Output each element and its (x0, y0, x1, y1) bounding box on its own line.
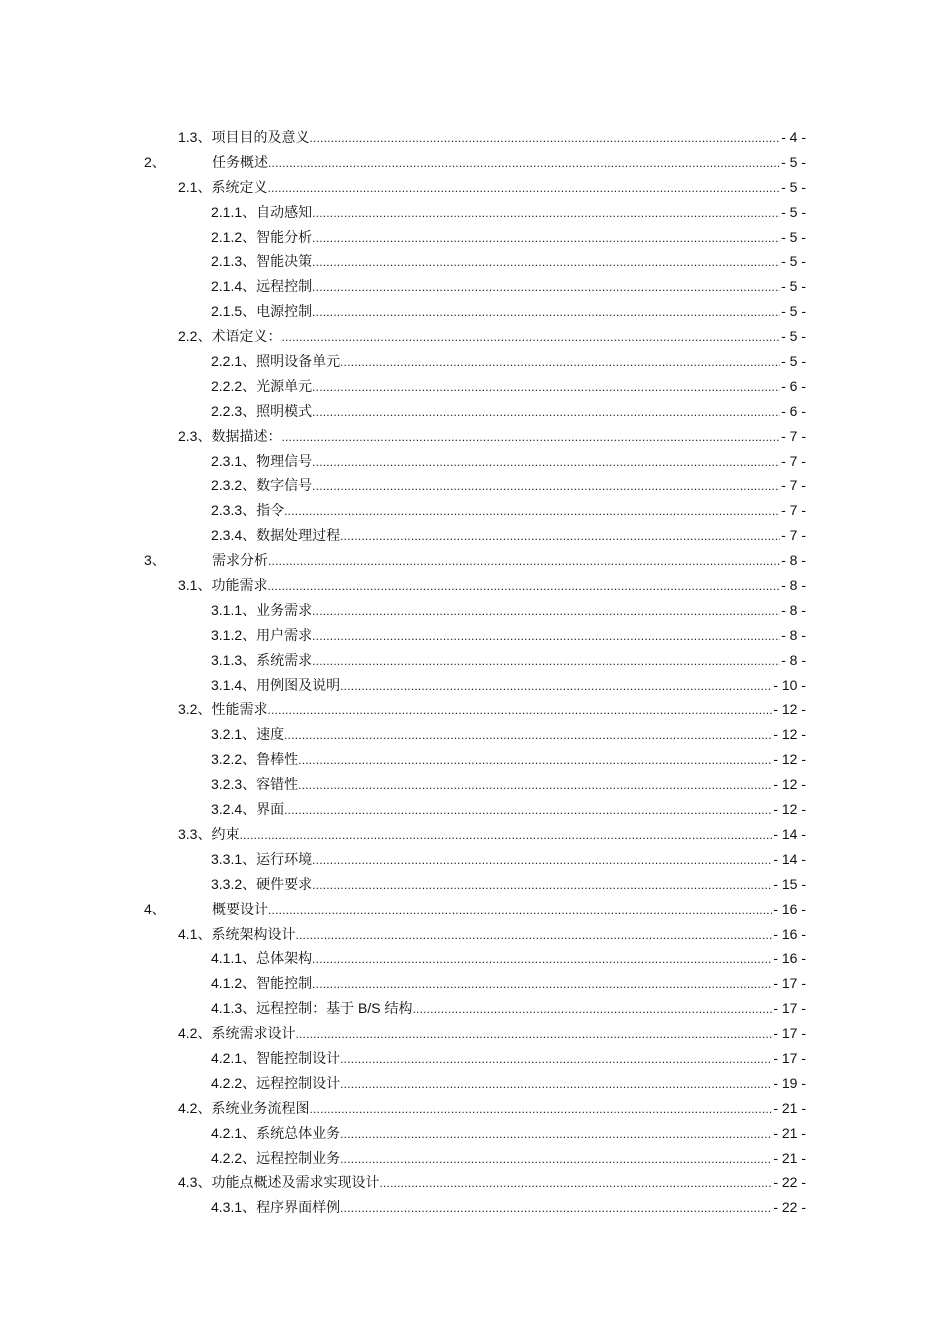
toc-row (0, 1121, 950, 1146)
toc-entry-page-number: - 16 - (773, 950, 806, 967)
toc-entry-page-number: - 21 - (773, 1099, 806, 1116)
toc-entry-page-number: - 12 - (773, 751, 806, 768)
dot-leader (340, 524, 780, 549)
toc-entry-page-number: - 7 - (781, 527, 806, 544)
toc-entry-title: 任务概述 (212, 153, 268, 170)
toc-entry-link[interactable] (211, 374, 806, 400)
toc-entry-link[interactable] (211, 996, 806, 1022)
toc-entry-title: 约束 (211, 825, 240, 842)
toc-entry-title: 系统架构设计 (211, 925, 296, 942)
toc-entry-title: 功能需求 (211, 577, 268, 594)
dot-leader (379, 1171, 772, 1196)
dot-leader (312, 848, 772, 873)
toc-row (0, 299, 950, 324)
toc-entry-number: 2.1、 (178, 178, 212, 195)
dot-leader (312, 275, 780, 300)
toc-row (0, 573, 950, 598)
toc-entry-title: 需求分析 (212, 552, 268, 569)
toc-entry-title: 硬件要求 (256, 875, 313, 892)
toc-entry-page-number: - 15 - (773, 875, 806, 892)
toc-entry-title: 光源单元 (256, 377, 313, 394)
toc-row (0, 249, 950, 274)
toc-row (0, 1071, 950, 1096)
toc-entry-link[interactable] (211, 1195, 806, 1221)
toc-entry-page-number: - 7 - (781, 452, 806, 469)
toc-entry-link[interactable] (211, 498, 806, 524)
toc-row (0, 971, 950, 996)
dot-leader (340, 1147, 772, 1172)
toc-entry-number: 4.3.1、 (211, 1199, 257, 1216)
toc-row (0, 449, 950, 474)
toc-row (0, 996, 950, 1021)
dot-leader (340, 1047, 772, 1072)
toc-entry-title: 性能需求 (211, 701, 268, 718)
toc-entry-number: 3.1.2、 (211, 626, 257, 643)
toc-entry-link[interactable] (178, 175, 806, 201)
toc-entry-link[interactable] (144, 548, 806, 574)
dot-leader (312, 400, 780, 425)
dot-leader (312, 947, 772, 972)
toc-row (0, 548, 950, 573)
toc-entry-page-number: - 22 - (773, 1174, 806, 1191)
toc-entry-page-number: - 8 - (781, 552, 806, 569)
toc-row (0, 946, 950, 971)
toc-entry-title: 数字信号 (256, 477, 313, 494)
toc-entry-link[interactable] (211, 349, 806, 375)
toc-entry-number: 3、 (144, 552, 166, 569)
dot-leader (281, 325, 780, 350)
toc-entry-number: 4.1.2、 (211, 975, 257, 992)
toc-entry-link[interactable] (211, 971, 806, 997)
toc-row (0, 1096, 950, 1121)
dot-leader (295, 923, 772, 948)
toc-entry-title: 远程控制业务 (256, 1149, 341, 1166)
dot-leader (239, 823, 772, 848)
toc-entry-number: 2.3.3、 (211, 502, 257, 519)
toc-entry-link[interactable] (211, 673, 806, 699)
toc-row (0, 722, 950, 747)
toc-entry-page-number: - 4 - (781, 129, 806, 145)
toc-row (0, 473, 950, 498)
toc-entry-title: 总体架构 (256, 950, 313, 967)
toc-entry-title: 智能决策 (256, 253, 313, 270)
toc-entry-link[interactable] (211, 598, 806, 624)
toc-entry-number: 2.3.2、 (211, 477, 257, 494)
toc-entry-title: 术语定义： (211, 328, 282, 345)
toc-entry-title: 鲁棒性 (256, 751, 299, 768)
dot-leader (309, 126, 780, 151)
toc-entry-title: 速度 (256, 726, 285, 743)
dot-leader (298, 773, 772, 798)
dot-leader (312, 300, 780, 325)
toc-entry-page-number: - 12 - (773, 776, 806, 793)
toc-entry-title: 运行环境 (256, 850, 313, 867)
toc-entry-number: 2.2.3、 (211, 402, 257, 419)
toc-entry-title: 指令 (256, 502, 285, 519)
dot-leader (312, 972, 772, 997)
toc-entry-number: 3.2.3、 (211, 776, 257, 793)
dot-leader (268, 898, 772, 923)
toc-row (0, 498, 950, 523)
toc-entry-number: 4.2、 (178, 1025, 212, 1042)
toc-entry-page-number: - 14 - (773, 825, 806, 842)
dot-leader (312, 474, 780, 499)
toc-entry-link[interactable] (178, 424, 806, 450)
toc-entry-page-number: - 17 - (773, 1025, 806, 1042)
toc-row (0, 772, 950, 797)
dot-leader (340, 1072, 772, 1097)
toc-row (0, 897, 950, 922)
toc-entry-number: 2.2.2、 (211, 377, 257, 394)
toc-entry-title: 智能控制设计 (256, 1049, 341, 1066)
toc-entry-link[interactable] (178, 922, 806, 948)
toc-entry-page-number: - 7 - (781, 502, 806, 519)
toc-entry-link[interactable] (178, 324, 806, 350)
toc-entry-number: 2.2.1、 (211, 353, 257, 370)
toc-row (0, 922, 950, 947)
toc-entry-number: 3.3.2、 (211, 875, 257, 892)
dot-leader (340, 1196, 772, 1221)
dot-leader (267, 574, 780, 599)
toc-entry-link[interactable] (211, 772, 806, 798)
toc-entry-link[interactable] (211, 847, 806, 873)
toc-entry-number: 2.1.1、 (211, 203, 257, 220)
table-of-contents (0, 125, 950, 1220)
toc-entry-link[interactable] (211, 623, 806, 649)
toc-entry-link[interactable] (211, 872, 806, 898)
toc-entry-link[interactable] (211, 722, 806, 748)
toc-entry-number: 3.2、 (178, 701, 212, 718)
toc-entry-link[interactable] (211, 648, 806, 674)
dot-leader (268, 151, 780, 176)
toc-entry-number: 2.2、 (178, 328, 212, 345)
dot-leader (312, 450, 780, 475)
toc-entry-title: 智能控制 (256, 975, 313, 992)
toc-entry-link[interactable] (178, 1170, 806, 1196)
toc-entry-link[interactable] (211, 249, 806, 275)
toc-entry-page-number: - 8 - (781, 651, 806, 668)
toc-entry-page-number: - 5 - (781, 228, 806, 245)
toc-entry-title: 程序界面样例 (256, 1199, 341, 1216)
toc-entry-title: 系统需求 (256, 651, 313, 668)
toc-entry-page-number: - 7 - (781, 427, 806, 444)
toc-row (0, 673, 950, 698)
toc-row (0, 399, 950, 424)
toc-entry-number: 2.1.2、 (211, 228, 257, 245)
toc-entry-number: 2.1.4、 (211, 278, 257, 295)
toc-entry-title: 自动感知 (256, 203, 313, 220)
toc-row (0, 822, 950, 847)
toc-row (0, 225, 950, 250)
toc-entry-link[interactable] (211, 1121, 806, 1147)
toc-entry-page-number: - 17 - (773, 975, 806, 992)
dot-leader (281, 425, 780, 450)
dot-leader (268, 549, 780, 574)
toc-entry-title: 容错性 (256, 776, 299, 793)
toc-entry-number: 2.1.3、 (211, 253, 257, 270)
dot-leader (295, 1022, 772, 1047)
toc-entry-link[interactable] (211, 225, 806, 251)
toc-entry-title: 系统业务流程图 (211, 1099, 310, 1116)
toc-entry-page-number: - 21 - (773, 1124, 806, 1141)
toc-entry-page-number: - 12 - (773, 726, 806, 743)
dot-leader (312, 873, 772, 898)
toc-entry-number: 3.1、 (178, 577, 212, 594)
toc-entry-page-number: - 10 - (773, 676, 806, 693)
toc-row (0, 598, 950, 623)
dot-leader (284, 798, 772, 823)
toc-entry-link[interactable] (178, 822, 806, 848)
toc-entry-page-number: - 5 - (781, 153, 806, 170)
dot-leader (312, 649, 780, 674)
toc-entry-number: 3.1.3、 (211, 651, 257, 668)
dot-leader (267, 176, 780, 201)
toc-entry-link[interactable] (178, 697, 806, 723)
toc-entry-number: 3.1.1、 (211, 601, 257, 618)
toc-row (0, 200, 950, 225)
toc-entry-link[interactable] (211, 946, 806, 972)
toc-row (0, 374, 950, 399)
toc-row (0, 648, 950, 673)
toc-entry-page-number: - 8 - (781, 601, 806, 618)
dot-leader (309, 1097, 772, 1122)
dot-leader (413, 997, 773, 1022)
toc-entry-page-number: - 12 - (773, 701, 806, 718)
toc-entry-number: 3.3.1、 (211, 850, 257, 867)
dot-leader (312, 624, 780, 649)
toc-entry-number: 3.2.4、 (211, 801, 257, 818)
toc-entry-page-number: - 17 - (773, 1000, 806, 1017)
toc-entry-link[interactable] (211, 797, 806, 823)
toc-entry-page-number: - 12 - (773, 801, 806, 818)
dot-leader (267, 698, 772, 723)
toc-entry-page-number: - 19 - (773, 1074, 806, 1091)
toc-row (0, 125, 950, 150)
toc-entry-link[interactable] (211, 299, 806, 325)
toc-row (0, 349, 950, 374)
toc-entry-page-number: - 7 - (781, 477, 806, 494)
toc-entry-title: 远程控制设计 (256, 1074, 341, 1091)
toc-entry-page-number: - 8 - (781, 577, 806, 594)
toc-entry-page-number: - 6 - (781, 402, 806, 419)
toc-entry-page-number: - 6 - (781, 377, 806, 394)
toc-entry-number: 2.3、 (178, 427, 212, 444)
toc-entry-title: 智能分析 (256, 228, 313, 245)
toc-entry-number: 3.2.1、 (211, 726, 257, 743)
toc-entry-page-number: - 5 - (781, 178, 806, 195)
toc-entry-title: 系统总体业务 (256, 1124, 341, 1141)
toc-entry-link[interactable] (178, 1096, 806, 1122)
toc-row (0, 1021, 950, 1046)
toc-row (0, 324, 950, 349)
toc-entry-title: 系统需求设计 (211, 1025, 296, 1042)
toc-entry-number: 4.2.2、 (211, 1074, 257, 1091)
toc-entry-link[interactable] (211, 1071, 806, 1097)
toc-row (0, 747, 950, 772)
toc-entry-page-number: - 5 - (781, 328, 806, 345)
toc-entry-link[interactable] (211, 200, 806, 226)
toc-entry-number: 4.2、 (178, 1099, 212, 1116)
toc-entry-number: 4.2.1、 (211, 1124, 257, 1141)
toc-entry-title: 项目目的及意义 (211, 129, 310, 145)
toc-entry-number: 4.1.3、 (211, 1000, 257, 1017)
toc-row (0, 150, 950, 175)
toc-entry-title: 功能点概述及需求实现设计 (211, 1174, 380, 1191)
toc-entry-title: 概要设计 (212, 900, 268, 917)
toc-entry-number: 4.2.1、 (211, 1049, 257, 1066)
toc-row (0, 1046, 950, 1071)
toc-entry-number: 3.3、 (178, 825, 212, 842)
dot-leader (312, 226, 780, 251)
toc-entry-number: 2.1.5、 (211, 303, 257, 320)
toc-entry-page-number: - 5 - (781, 203, 806, 220)
toc-entry-link[interactable] (211, 747, 806, 773)
toc-entry-title: 远程控制：基于 B/S 结构 (256, 1000, 413, 1017)
toc-entry-number: 4.1、 (178, 925, 212, 942)
toc-entry-number: 2、 (144, 153, 166, 170)
toc-row (0, 1170, 950, 1195)
toc-row (0, 274, 950, 299)
toc-entry-title: 系统定义 (211, 178, 268, 195)
toc-row (0, 1146, 950, 1171)
toc-entry-link[interactable] (211, 473, 806, 499)
dot-leader (312, 201, 780, 226)
toc-entry-link[interactable] (178, 573, 806, 599)
toc-entry-link[interactable] (211, 399, 806, 425)
toc-entry-link[interactable] (211, 449, 806, 475)
toc-entry-title: 数据处理过程 (256, 527, 341, 544)
toc-entry-number: 4.1.1、 (211, 950, 257, 967)
toc-entry-title: 界面 (256, 801, 285, 818)
dot-leader (340, 674, 772, 699)
toc-entry-number: 2.3.4、 (211, 527, 257, 544)
toc-entry-link[interactable] (178, 125, 806, 151)
toc-entry-page-number: - 5 - (781, 303, 806, 320)
dot-leader (340, 1122, 772, 1147)
toc-entry-number: 4、 (144, 900, 166, 917)
toc-entry-title: 照明模式 (256, 402, 313, 419)
toc-entry-title: 远程控制 (256, 278, 313, 295)
toc-row (0, 697, 950, 722)
toc-row (0, 523, 950, 548)
dot-leader (312, 599, 780, 624)
toc-entry-title: 电源控制 (256, 303, 313, 320)
toc-entry-link[interactable] (211, 1046, 806, 1072)
toc-entry-page-number: - 17 - (773, 1049, 806, 1066)
toc-entry-title: 数据描述： (211, 427, 282, 444)
toc-entry-page-number: - 14 - (773, 850, 806, 867)
toc-entry-page-number: - 5 - (781, 253, 806, 270)
toc-entry-title: 用户需求 (256, 626, 313, 643)
toc-entry-link[interactable] (211, 523, 806, 549)
toc-entry-page-number: - 5 - (781, 278, 806, 295)
toc-entry-title: 照明设备单元 (256, 353, 341, 370)
toc-entry-link[interactable] (178, 1021, 806, 1047)
toc-entry-title: 业务需求 (256, 601, 313, 618)
toc-entry-number: 4.3、 (178, 1174, 212, 1191)
toc-entry-page-number: - 21 - (773, 1149, 806, 1166)
toc-entry-link[interactable] (144, 897, 806, 923)
toc-entry-link[interactable] (144, 150, 806, 176)
toc-entry-page-number: - 5 - (781, 353, 806, 370)
toc-entry-page-number: - 22 - (773, 1199, 806, 1216)
dot-leader (298, 748, 772, 773)
toc-entry-page-number: - 16 - (773, 925, 806, 942)
toc-entry-page-number: - 8 - (781, 626, 806, 643)
toc-row (0, 175, 950, 200)
toc-row (0, 424, 950, 449)
toc-entry-title: 用例图及说明 (256, 676, 341, 693)
toc-entry-title: 物理信号 (256, 452, 313, 469)
dot-leader (284, 723, 772, 748)
toc-row (0, 623, 950, 648)
dot-leader (312, 250, 780, 275)
toc-row (0, 872, 950, 897)
toc-entry-number: 4.2.2、 (211, 1149, 257, 1166)
toc-entry-number: 3.1.4、 (211, 676, 257, 693)
toc-entry-number: 1.3、 (178, 129, 212, 145)
toc-entry-number: 3.2.2、 (211, 751, 257, 768)
toc-entry-page-number: - 16 - (773, 900, 806, 917)
toc-entry-number: 2.3.1、 (211, 452, 257, 469)
toc-row (0, 797, 950, 822)
dot-leader (340, 350, 780, 375)
dot-leader (284, 499, 780, 524)
toc-entry-link[interactable] (211, 1146, 806, 1172)
dot-leader (312, 375, 780, 400)
toc-row (0, 1195, 950, 1220)
toc-entry-link[interactable] (211, 274, 806, 300)
toc-row (0, 847, 950, 872)
